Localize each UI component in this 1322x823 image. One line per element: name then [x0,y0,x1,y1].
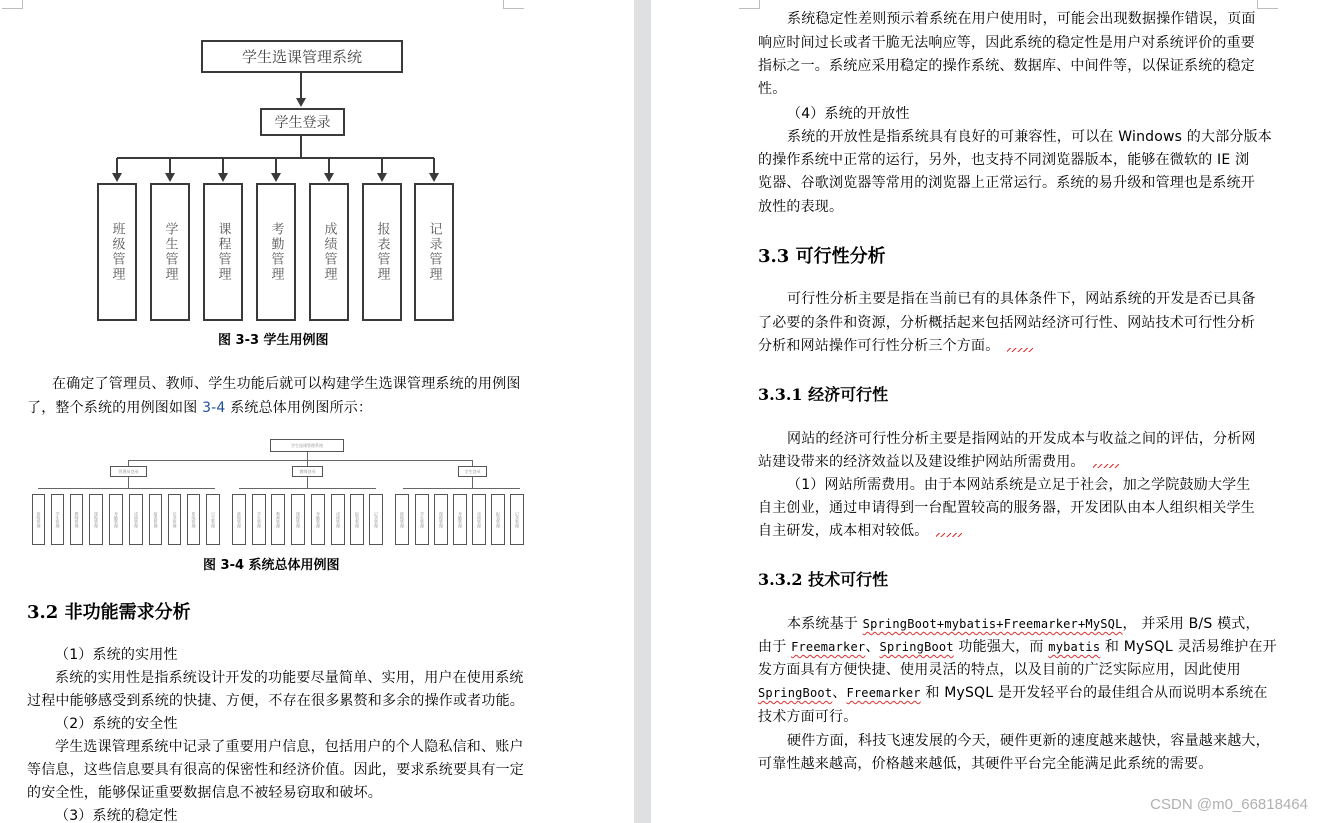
module-box: 班级管理 [395,494,409,545]
arrow-down-icon [218,173,228,182]
paragraph-line: 放性的表现。 [758,199,844,215]
module-box: 考勤管理 [311,494,325,545]
diagram-login-box: 管理员登录 [110,466,147,477]
list-item-title: （2）系统的安全性 [55,716,178,732]
paragraph-line: 的安全性，能够保证重要数据信息不被轻易窃取和破坏。 [27,785,382,801]
paragraph-line: 响应时间过长或者干脆无法响应等，因此系统的稳定性是用户对系统评价的重要 [758,35,1255,51]
module-box: 教师管理 [271,494,285,545]
tech-stack-term: SpringBoot+mybatis+Freemarker+MySQL [862,617,1123,631]
module-box: 日志管理 [206,494,220,545]
list-item-title: （3）系统的稳定性 [55,808,178,823]
spellcheck-squiggle [1007,348,1033,352]
diagram-login-box: 学生登录 [260,108,345,136]
module-box: 报表管理 [362,183,402,321]
section-heading: 3.3 可行性分析 [758,246,886,267]
list-item-title: （1）系统的实用性 [55,647,178,663]
module-box: 记录管理 [510,494,524,545]
page-gap [634,0,651,823]
paragraph-line: 了，整个系统的用例图如图 3-4 系统总体用例图所示： [27,400,373,416]
arrow-down-icon [377,173,387,182]
connector-line [300,136,302,159]
module-box: 报表管理 [350,494,364,545]
module-box: 记录管理 [369,494,383,545]
paragraph-line: 自主研发，成本相对较低。 [758,520,962,543]
paragraph-line: 由于 Freemarker、SpringBoot 功能强大，而 mybatis 和 MySQL 灵活易维护在开 [758,639,1277,655]
paragraph-line: 性。 [758,81,787,97]
paragraph-line: 系统的实用性是指系统设计开发的功能要尽量简单、实用，用户在使用系统 [55,670,524,686]
module-box: 成绩管理 [331,494,345,545]
arrow-down-icon [271,173,281,182]
paragraph-line: 学生选课管理系统中记录了重要用户信息，包括用户的个人隐私信和、账户 [55,739,524,755]
module-box: 课程管理 [291,494,305,545]
module-box: 考勤管理 [256,183,296,321]
branch-line [128,460,473,461]
paragraph-line: 在确定了管理员、教师、学生功能后就可以构建学生选课管理系统的用例图 [52,376,521,392]
paragraph-line: 可靠性越来越高，价格越来越低，其硬件平台完全能满足此系统的需要。 [758,756,1213,772]
page-corner-mark [739,0,760,9]
module-box: 学生管理 [252,494,266,545]
paragraph-line: 可行性分析主要是指在当前已有的具体条件下，网站系统的开发是否已具备 [787,291,1256,307]
module-box: 记录管理 [414,183,454,321]
paragraph-line: SpringBoot、Freemarker 和 MySQL 是开发轻平台的最佳组合从而说明本系统在 [758,685,1268,701]
watermark: CSDN @m0_66818464 [1150,796,1308,813]
module-box: 课程管理 [89,494,103,545]
module-box: 成绩管理 [472,494,486,545]
module-box: 系统管理 [187,494,200,545]
paragraph-line: 站建设带来的经济效益以及建设维护网站所需费用。 [758,451,1119,474]
page-corner-mark [2,0,23,9]
spellcheck-squiggle [936,533,962,537]
connector-line [300,73,302,100]
module-box: 课程管理 [203,183,243,321]
paragraph-line: 系统的开放性是指系统具有良好的可兼容性，可以在 Windows 的大部分版本 [787,129,1272,145]
module-box: 成绩管理 [129,494,143,545]
module-box: 教师管理 [70,494,83,545]
subsection-heading: 3.3.2 技术可行性 [758,570,889,589]
module-box: 报表管理 [491,494,505,545]
figure-caption: 图 3-3 学生用例图 [218,333,329,348]
module-box: 报表管理 [149,494,162,545]
subsection-heading: 3.3.1 经济可行性 [758,385,889,404]
section-heading: 3.2 非功能需求分析 [27,602,191,623]
page-corner-mark [1257,0,1278,9]
diagram-login-box: 教师登录 [292,466,323,477]
diagram-root-box: 学生选课管理系统 [201,40,403,73]
arrow-down-icon [165,173,175,182]
diagram-login-box: 学生登录 [458,466,487,477]
document-page-left [0,0,634,823]
document-page-right [651,0,1322,823]
paragraph-line: 指标之一。系统应采用稳定的操作系统、数据库、中间件等，以保证系统的稳定 [758,58,1255,74]
module-box: 学生管理 [150,183,190,321]
list-item-title: （4）系统的开放性 [787,106,910,122]
module-box: 班级管理 [232,494,246,545]
figure-reference-link[interactable]: 3-4 [202,400,226,416]
module-box: 记录管理 [168,494,181,545]
paragraph-line: 技术方面可行。 [758,709,858,725]
paragraph-line: （1）网站所需费用。由于本网站系统是立足于社会，加之学院鼓励大学生 [787,477,1251,493]
paragraph-line: 等信息，这些信息要具有很高的保密性和经济价值。因此，要求系统要具有一定 [27,762,524,778]
page-corner-mark [503,0,524,9]
paragraph-line: 发方面具有方便快捷、使用灵活的特点，以及目前的广泛实际应用，因此使用 [758,662,1241,678]
paragraph-line: 自主创业，通过申请得到一台配置较高的服务器，开发团队由本人组织相关学生 [758,500,1255,516]
arrow-down-icon [112,173,122,182]
paragraph-line: 了必要的条件和资源，分析概括起来包括网站经济可行性、网站技术可行性分析 [758,315,1255,331]
paragraph-line: 系统稳定性差则预示着系统在用户使用时，可能会出现数据操作错误，页面 [787,11,1256,27]
arrow-down-icon [429,173,439,182]
paragraph-line: 过程中能够感受到系统的快捷、方便，不存在很多累赘和多余的操作或者功能。 [27,693,524,709]
paragraph-line: 的操作系统中正常的运行，另外，也支持不同浏览器版本，能够在微软的 IE 浏 [758,152,1250,168]
paragraph-line: 本系统基于 SpringBoot+mybatis+Freemarker+MySQL， 并采用 B/S 模式， [787,616,1260,632]
module-box: 班级管理 [97,183,137,321]
spellcheck-squiggle [1093,464,1119,468]
arrow-down-icon [324,173,334,182]
module-box: 考勤管理 [453,494,467,545]
module-box: 学生管理 [415,494,429,545]
module-box: 考勤管理 [109,494,123,545]
arrow-down-icon [296,98,306,107]
paragraph-line: 分析和网站操作可行性分析三个方面。 [758,335,1033,358]
paragraph-line: 览器、谷歌浏览器等常用的浏览器上正常运行。系统的易升级和管理也是系统开 [758,175,1255,191]
module-box: 成绩管理 [309,183,349,321]
figure-caption: 图 3-4 系统总体用例图 [203,558,340,573]
module-box: 学生管理 [51,494,64,545]
diagram-root-box: 学生选课管理系统 [270,439,344,452]
paragraph-line: 硬件方面，科技飞速发展的今天，硬件更新的速度越来越快，容量越来越大， [787,733,1270,749]
module-box: 班级管理 [32,494,45,545]
module-box: 课程管理 [434,494,448,545]
paragraph-line: 网站的经济可行性分析主要是指网站的开发成本与收益之间的评估，分析网 [787,431,1256,447]
